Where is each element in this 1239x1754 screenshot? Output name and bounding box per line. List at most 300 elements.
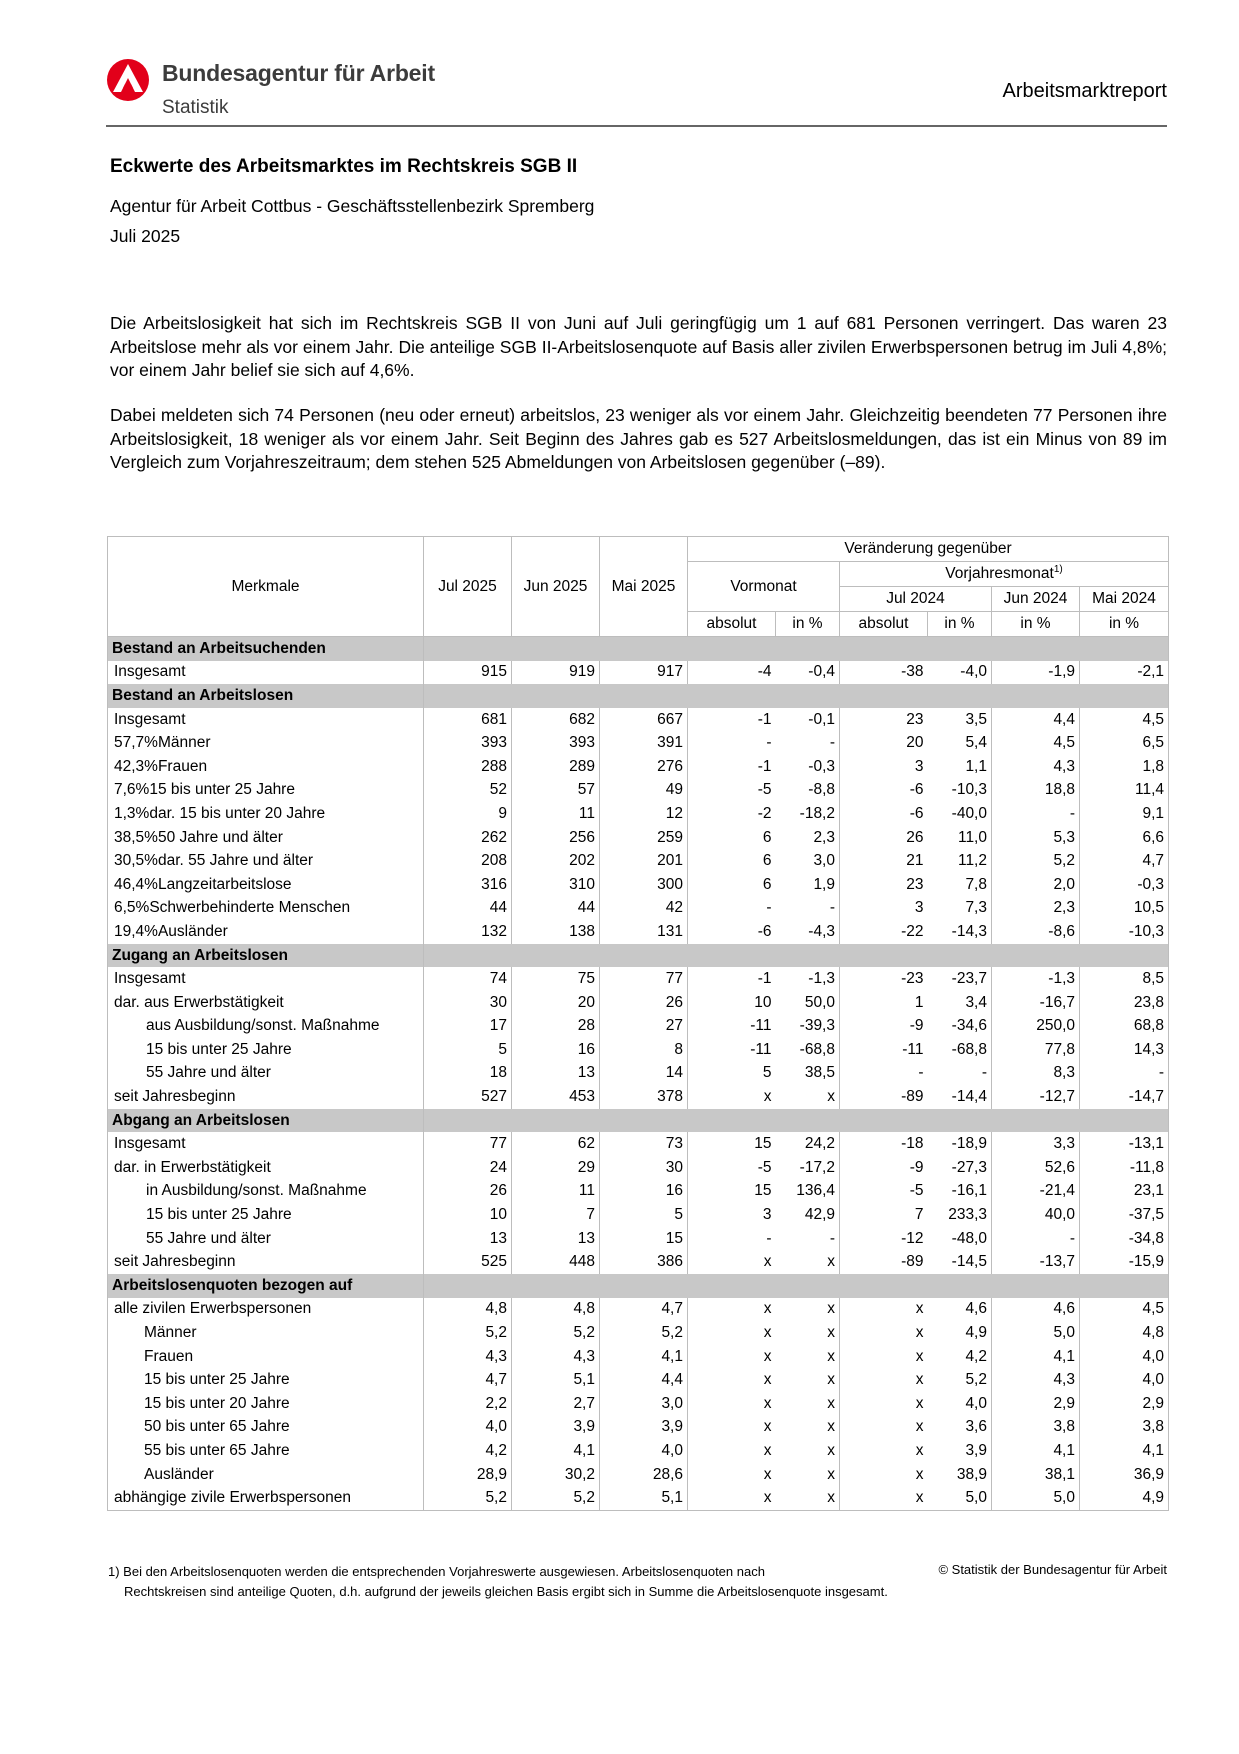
value-cell: 13 <box>424 1227 512 1251</box>
col-header-jul2024: Jul 2024 <box>840 587 992 612</box>
value-cell: 4,1 <box>600 1345 688 1369</box>
share-percent: 30,5% <box>114 852 158 870</box>
table-row <box>108 1345 1169 1369</box>
value-cell: 681 <box>424 708 512 732</box>
row-label-cell <box>108 849 424 873</box>
row-label-cell <box>108 1486 424 1510</box>
row-label: Frauen <box>144 1347 194 1365</box>
row-label: 50 bis unter 65 Jahre <box>144 1418 290 1436</box>
value-cell: 24 <box>424 1156 512 1180</box>
value-cell: 18,8 <box>992 779 1080 803</box>
row-label: aus Ausbildung/sonst. Maßnahme <box>146 1017 380 1035</box>
section-title: Abgang an Arbeitslosen <box>108 1109 424 1133</box>
row-label-cell <box>108 1203 424 1227</box>
value-cell: 2,0 <box>992 873 1080 897</box>
col-header-vormonat-pct: in % <box>776 612 840 637</box>
value-cell: 23,8 <box>1080 991 1169 1015</box>
value-cell: x <box>688 1439 776 1463</box>
value-cell: -48,0 <box>928 1227 992 1251</box>
value-cell: -12 <box>840 1227 928 1251</box>
value-cell: 29 <box>512 1156 600 1180</box>
value-cell: 4,8 <box>512 1298 600 1322</box>
table-row <box>108 1085 1169 1109</box>
value-cell: 42,9 <box>776 1203 840 1227</box>
value-cell: 4,7 <box>424 1368 512 1392</box>
value-cell: 2,2 <box>424 1392 512 1416</box>
row-label: seit Jahresbeginn <box>114 1088 236 1106</box>
value-cell: -17,2 <box>776 1156 840 1180</box>
value-cell: 62 <box>512 1132 600 1156</box>
value-cell: 14,3 <box>1080 1038 1169 1062</box>
value-cell: x <box>840 1439 928 1463</box>
value-cell: 3,0 <box>776 849 840 873</box>
value-cell: 289 <box>512 755 600 779</box>
col-header-mai2025: Mai 2025 <box>600 537 688 637</box>
table-row <box>108 1439 1169 1463</box>
vorjahresmonat-label: Vorjahresmonat <box>945 565 1054 583</box>
row-label-cell <box>108 1015 424 1039</box>
value-cell: 77 <box>600 967 688 991</box>
value-cell: 6 <box>688 826 776 850</box>
row-label: 50 Jahre und älter <box>157 828 283 846</box>
value-cell: 5,1 <box>600 1486 688 1510</box>
value-cell: 4,3 <box>992 755 1080 779</box>
value-cell: x <box>840 1463 928 1487</box>
value-cell: -34,6 <box>928 1015 992 1039</box>
value-cell: 5,1 <box>512 1368 600 1392</box>
value-cell: x <box>688 1392 776 1416</box>
table-row <box>108 1180 1169 1204</box>
value-cell: -16,7 <box>992 991 1080 1015</box>
row-label: 15 bis unter 25 Jahre <box>146 1206 292 1224</box>
document-period: Juli 2025 <box>110 226 181 246</box>
value-cell: x <box>840 1321 928 1345</box>
value-cell: 27 <box>600 1015 688 1039</box>
table-row <box>108 1203 1169 1227</box>
value-cell: 30,2 <box>512 1463 600 1487</box>
value-cell: x <box>688 1416 776 1440</box>
value-cell: 393 <box>424 731 512 755</box>
value-cell: -13,1 <box>1080 1132 1169 1156</box>
value-cell: 57 <box>512 779 600 803</box>
value-cell: 11,4 <box>1080 779 1169 803</box>
value-cell: -1,3 <box>776 967 840 991</box>
value-cell: -12,7 <box>992 1085 1080 1109</box>
value-cell: 208 <box>424 849 512 873</box>
col-header-merkmale: Merkmale <box>108 537 424 637</box>
section-fill <box>424 637 1169 661</box>
value-cell: 18 <box>424 1062 512 1086</box>
value-cell: 4,9 <box>928 1321 992 1345</box>
value-cell: 73 <box>600 1132 688 1156</box>
value-cell: -11 <box>688 1015 776 1039</box>
value-cell: 44 <box>424 897 512 921</box>
value-cell: -14,7 <box>1080 1085 1169 1109</box>
value-cell: 5 <box>424 1038 512 1062</box>
value-cell: 77,8 <box>992 1038 1080 1062</box>
value-cell: 3,8 <box>992 1416 1080 1440</box>
value-cell: -5 <box>688 1156 776 1180</box>
value-cell: 4,5 <box>1080 708 1169 732</box>
value-cell: x <box>776 1250 840 1274</box>
value-cell: 3,9 <box>928 1439 992 1463</box>
value-cell: 4,7 <box>1080 849 1169 873</box>
value-cell: 26 <box>840 826 928 850</box>
value-cell: 7,3 <box>928 897 992 921</box>
table-row <box>108 802 1169 826</box>
value-cell: 21 <box>840 849 928 873</box>
value-cell: 42 <box>600 897 688 921</box>
value-cell: 3,6 <box>928 1416 992 1440</box>
value-cell: 52 <box>424 779 512 803</box>
table-row <box>108 755 1169 779</box>
value-cell: 6 <box>688 849 776 873</box>
table-row <box>108 967 1169 991</box>
value-cell: -23,7 <box>928 967 992 991</box>
value-cell: -5 <box>840 1180 928 1204</box>
value-cell: -1,9 <box>992 661 1080 685</box>
value-cell: 5,2 <box>512 1321 600 1345</box>
row-label-cell <box>108 1156 424 1180</box>
col-header-mai2024: Mai 2024 <box>1080 587 1169 612</box>
value-cell: 1,8 <box>1080 755 1169 779</box>
value-cell: -21,4 <box>992 1180 1080 1204</box>
value-cell: x <box>776 1416 840 1440</box>
value-cell: 15 <box>688 1132 776 1156</box>
value-cell: 201 <box>600 849 688 873</box>
table-row <box>108 1015 1169 1039</box>
value-cell: -10,3 <box>1080 920 1169 944</box>
table-row <box>108 1298 1169 1322</box>
document-subtitle: Agentur für Arbeit Cottbus - Geschäftsstellenbezirk Spremberg <box>110 196 595 216</box>
value-cell: -6 <box>840 779 928 803</box>
table-row <box>108 731 1169 755</box>
value-cell: 38,1 <box>992 1463 1080 1487</box>
value-cell: x <box>840 1368 928 1392</box>
value-cell: 4,6 <box>928 1298 992 1322</box>
table-row <box>108 1062 1169 1086</box>
table-row <box>108 1463 1169 1487</box>
value-cell: 52,6 <box>992 1156 1080 1180</box>
value-cell: 3,4 <box>928 991 992 1015</box>
value-cell: x <box>840 1298 928 1322</box>
value-cell: 4,4 <box>600 1368 688 1392</box>
value-cell: -13,7 <box>992 1250 1080 1274</box>
row-label: dar. 15 bis unter 20 Jahre <box>149 804 326 822</box>
value-cell: -89 <box>840 1250 928 1274</box>
value-cell: - <box>928 1062 992 1086</box>
value-cell: - <box>776 897 840 921</box>
col-header-mai2024-pct: in % <box>1080 612 1169 637</box>
section-fill <box>424 1109 1169 1133</box>
row-label-cell <box>108 1321 424 1345</box>
table-row <box>108 873 1169 897</box>
value-cell: 3,9 <box>600 1416 688 1440</box>
value-cell: x <box>840 1486 928 1510</box>
value-cell: 391 <box>600 731 688 755</box>
col-header-jun2024-pct: in % <box>992 612 1080 637</box>
col-header-jul2024-pct: in % <box>928 612 992 637</box>
value-cell: -8,6 <box>992 920 1080 944</box>
row-label: 55 Jahre und älter <box>146 1229 271 1247</box>
value-cell: 5,4 <box>928 731 992 755</box>
row-label: Männer <box>157 734 211 752</box>
row-label: dar. aus Erwerbstätigkeit <box>114 993 284 1011</box>
row-label-cell <box>108 1250 424 1274</box>
table-row <box>108 779 1169 803</box>
value-cell: 75 <box>512 967 600 991</box>
row-label: 15 bis unter 25 Jahre <box>146 1040 292 1058</box>
value-cell: 11,2 <box>928 849 992 873</box>
value-cell: 2,9 <box>1080 1392 1169 1416</box>
value-cell: 1,9 <box>776 873 840 897</box>
table-row <box>108 1132 1169 1156</box>
value-cell: 136,4 <box>776 1180 840 1204</box>
statistics-table-container <box>107 536 1168 1511</box>
value-cell: -1,3 <box>992 967 1080 991</box>
table-row <box>108 1321 1169 1345</box>
org-name: Bundesagentur für Arbeit <box>162 60 435 86</box>
value-cell: 2,9 <box>992 1392 1080 1416</box>
value-cell: -4 <box>688 661 776 685</box>
value-cell: 3,3 <box>992 1132 1080 1156</box>
value-cell: x <box>688 1250 776 1274</box>
col-header-jun2024: Jun 2024 <box>992 587 1080 612</box>
table-row <box>108 708 1169 732</box>
value-cell: -0,1 <box>776 708 840 732</box>
value-cell: 2,3 <box>992 897 1080 921</box>
value-cell: 7 <box>840 1203 928 1227</box>
value-cell: 5 <box>600 1203 688 1227</box>
value-cell: x <box>688 1085 776 1109</box>
value-cell: 7,8 <box>928 873 992 897</box>
section-header-row <box>108 637 1169 661</box>
value-cell: 3 <box>840 755 928 779</box>
value-cell: x <box>688 1321 776 1345</box>
value-cell: 5 <box>688 1062 776 1086</box>
value-cell: 5,3 <box>992 826 1080 850</box>
value-cell: 378 <box>600 1085 688 1109</box>
value-cell: 316 <box>424 873 512 897</box>
value-cell: 3,8 <box>1080 1416 1169 1440</box>
row-label: Schwerbehinderte Menschen <box>149 899 351 917</box>
value-cell: 74 <box>424 967 512 991</box>
row-label: 55 Jahre und älter <box>146 1064 271 1082</box>
value-cell: 288 <box>424 755 512 779</box>
value-cell: 9 <box>424 802 512 826</box>
value-cell: 20 <box>840 731 928 755</box>
value-cell: - <box>688 731 776 755</box>
share-percent: 6,5% <box>114 899 150 917</box>
value-cell: 4,0 <box>928 1392 992 1416</box>
value-cell: 36,9 <box>1080 1463 1169 1487</box>
row-label-cell <box>108 1439 424 1463</box>
row-label-cell <box>108 1227 424 1251</box>
value-cell: 4,3 <box>424 1345 512 1369</box>
value-cell: 667 <box>600 708 688 732</box>
row-label: 15 bis unter 25 Jahre <box>144 1371 290 1389</box>
value-cell: -0,3 <box>776 755 840 779</box>
value-cell: x <box>776 1321 840 1345</box>
value-cell: 448 <box>512 1250 600 1274</box>
value-cell: - <box>992 1227 1080 1251</box>
value-cell: 5,2 <box>424 1486 512 1510</box>
value-cell: x <box>688 1486 776 1510</box>
row-label: Insgesamt <box>114 663 186 681</box>
value-cell: 3,0 <box>600 1392 688 1416</box>
value-cell: 262 <box>424 826 512 850</box>
row-label: dar. in Erwerbstätigkeit <box>114 1158 271 1176</box>
value-cell: 2,3 <box>776 826 840 850</box>
value-cell: x <box>688 1298 776 1322</box>
value-cell: 5,2 <box>512 1486 600 1510</box>
value-cell: - <box>840 1062 928 1086</box>
value-cell: 453 <box>512 1085 600 1109</box>
share-percent: 38,5% <box>114 828 158 846</box>
share-percent: 42,3% <box>114 757 158 775</box>
row-label-cell <box>108 826 424 850</box>
table-row <box>108 661 1169 685</box>
value-cell: 5,0 <box>992 1321 1080 1345</box>
value-cell: -11 <box>688 1038 776 1062</box>
value-cell: -68,8 <box>928 1038 992 1062</box>
value-cell: x <box>776 1345 840 1369</box>
row-label-cell <box>108 1132 424 1156</box>
row-label-cell <box>108 779 424 803</box>
value-cell: 386 <box>600 1250 688 1274</box>
statistics-table <box>107 536 1169 1511</box>
value-cell: 5,2 <box>992 849 1080 873</box>
row-label-cell <box>108 1392 424 1416</box>
row-label-cell <box>108 1368 424 1392</box>
table-row <box>108 897 1169 921</box>
value-cell: 44 <box>512 897 600 921</box>
value-cell: x <box>688 1463 776 1487</box>
value-cell: 13 <box>512 1227 600 1251</box>
value-cell: -11 <box>840 1038 928 1062</box>
value-cell: 13 <box>512 1062 600 1086</box>
value-cell: 4,4 <box>992 708 1080 732</box>
value-cell: 256 <box>512 826 600 850</box>
row-label-cell <box>108 731 424 755</box>
value-cell: 49 <box>600 779 688 803</box>
col-header-vormonat: Vormonat <box>688 562 840 612</box>
value-cell: 6,5 <box>1080 731 1169 755</box>
value-cell: 68,8 <box>1080 1015 1169 1039</box>
row-label: Männer <box>144 1324 197 1342</box>
col-header-jun2025: Jun 2025 <box>512 537 600 637</box>
value-cell: 4,2 <box>928 1345 992 1369</box>
value-cell: -9 <box>840 1015 928 1039</box>
value-cell: 3,5 <box>928 708 992 732</box>
row-label: Frauen <box>157 757 208 775</box>
value-cell: 10 <box>424 1203 512 1227</box>
summary-paragraph-2: Dabei meldeten sich 74 Personen (neu oder erneut) arbeitslos, 23 weniger als vor einem Jahr. Gleichzeitig beendeten 77 Personen ihre Arbeitslosigkeit, 18 weniger als vor einem Jahr. Seit Beginn des Jahres gab es 527 Arbeitslosmeldungen, das ist ein Minus von 89 im Vergleich zum Vorjahreszeitraum; dem stehen 525 Abmeldungen von Arbeitslosen gegenüber (–89). <box>110 405 1167 472</box>
value-cell: 11,0 <box>928 826 992 850</box>
col-header-jul2024-absolut: absolut <box>840 612 928 637</box>
value-cell: -37,5 <box>1080 1203 1169 1227</box>
table-row <box>108 1038 1169 1062</box>
value-cell: 4,6 <box>992 1298 1080 1322</box>
value-cell: -34,8 <box>1080 1227 1169 1251</box>
row-label-cell <box>108 967 424 991</box>
value-cell: 3,9 <box>512 1416 600 1440</box>
section-title: Bestand an Arbeitsuchenden <box>108 637 424 661</box>
value-cell: 300 <box>600 873 688 897</box>
row-label-cell <box>108 873 424 897</box>
value-cell: x <box>776 1085 840 1109</box>
row-label-cell <box>108 1180 424 1204</box>
value-cell: -16,1 <box>928 1180 992 1204</box>
value-cell: 28,6 <box>600 1463 688 1487</box>
value-cell: 14 <box>600 1062 688 1086</box>
value-cell: x <box>776 1463 840 1487</box>
value-cell: -14,4 <box>928 1085 992 1109</box>
value-cell: 4,1 <box>992 1345 1080 1369</box>
row-label: Insgesamt <box>114 970 186 988</box>
share-percent: 1,3% <box>114 804 150 822</box>
value-cell: 132 <box>424 920 512 944</box>
value-cell: 915 <box>424 661 512 685</box>
value-cell: -39,3 <box>776 1015 840 1039</box>
row-label-cell <box>108 1298 424 1322</box>
table-row <box>108 920 1169 944</box>
row-label-cell <box>108 1085 424 1109</box>
value-cell: -89 <box>840 1085 928 1109</box>
value-cell: x <box>776 1439 840 1463</box>
row-label-cell <box>108 1062 424 1086</box>
value-cell: 77 <box>424 1132 512 1156</box>
report-label: Arbeitsmarktreport <box>1002 80 1167 102</box>
value-cell: -0,3 <box>1080 873 1169 897</box>
value-cell: 4,2 <box>424 1439 512 1463</box>
value-cell: 17 <box>424 1015 512 1039</box>
value-cell: 4,0 <box>1080 1345 1169 1369</box>
value-cell: -23 <box>840 967 928 991</box>
row-label: 15 bis unter 20 Jahre <box>144 1394 290 1412</box>
col-header-veraenderung: Veränderung gegenüber <box>688 537 1169 562</box>
value-cell: 9,1 <box>1080 802 1169 826</box>
value-cell: -9 <box>840 1156 928 1180</box>
value-cell: 30 <box>600 1156 688 1180</box>
row-label-cell <box>108 1463 424 1487</box>
value-cell: 393 <box>512 731 600 755</box>
value-cell: 10,5 <box>1080 897 1169 921</box>
footnote-line-1: 1) Bei den Arbeitslosenquoten werden die entsprechenden Vorjahreswerte ausgewiesen. Arbeitslosenquoten nach <box>108 1564 765 1579</box>
section-header-row <box>108 684 1169 708</box>
row-label-cell <box>108 897 424 921</box>
table-row <box>108 991 1169 1015</box>
row-label: seit Jahresbeginn <box>114 1253 236 1271</box>
value-cell: -1 <box>688 967 776 991</box>
value-cell: 4,0 <box>600 1439 688 1463</box>
value-cell: 12 <box>600 802 688 826</box>
value-cell: 4,5 <box>1080 1298 1169 1322</box>
row-label: 15 bis unter 25 Jahre <box>149 781 295 799</box>
section-fill <box>424 684 1169 708</box>
value-cell: - <box>776 731 840 755</box>
value-cell: - <box>1080 1062 1169 1086</box>
row-label-cell <box>108 1345 424 1369</box>
value-cell: -14,3 <box>928 920 992 944</box>
row-label-cell <box>108 755 424 779</box>
row-label-cell <box>108 661 424 685</box>
value-cell: x <box>776 1298 840 1322</box>
value-cell: -15,9 <box>1080 1250 1169 1274</box>
value-cell: 2,7 <box>512 1392 600 1416</box>
value-cell: 919 <box>512 661 600 685</box>
value-cell: 276 <box>600 755 688 779</box>
